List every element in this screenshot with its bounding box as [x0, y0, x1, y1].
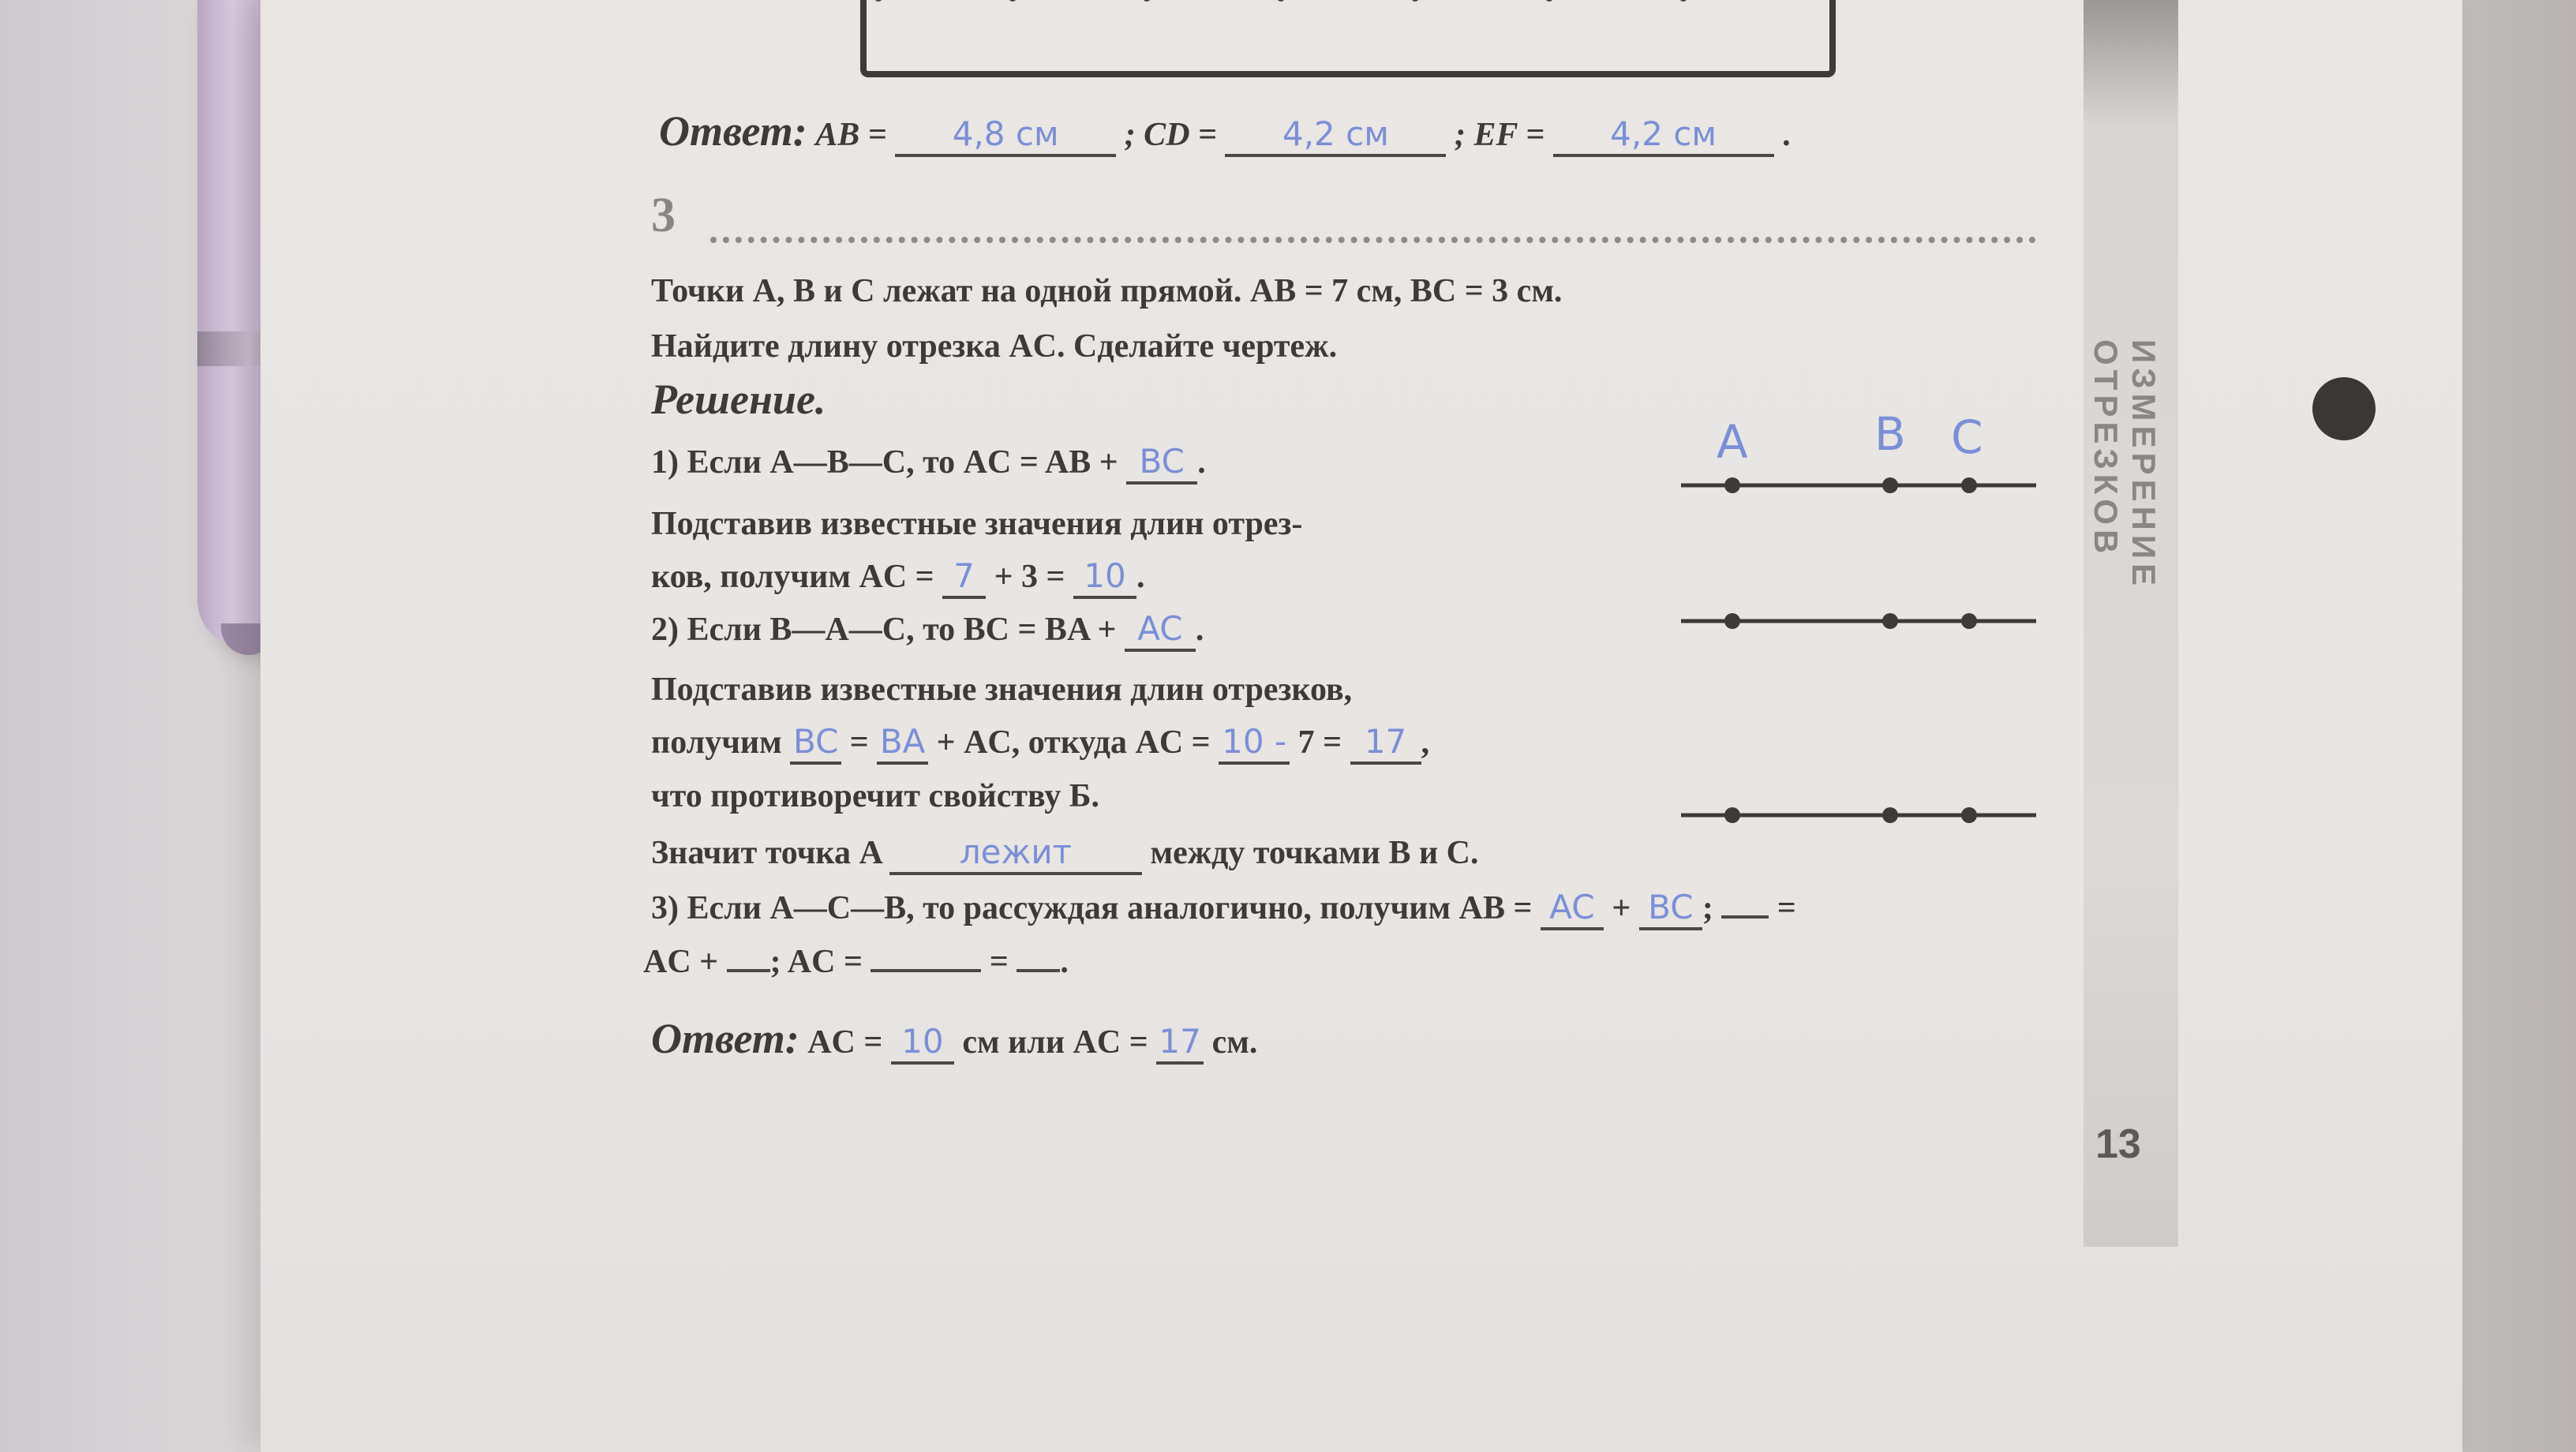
case2-fill: AC	[1137, 609, 1183, 648]
answer-ef-value: 4,2 см	[1610, 114, 1717, 153]
final-answer-line: Ответ: AC = 10 см или AC = 17 см.	[651, 1014, 1257, 1065]
case1-line2: Подставив известные значения длин отрез-	[651, 506, 1303, 542]
label-c: C	[1951, 410, 1983, 464]
solution-label: Решение.	[651, 376, 826, 423]
label-b: B	[1874, 410, 1906, 461]
statement-line-2: Найдите длину отрезка AC. Сделайте чертеж.	[651, 328, 1338, 365]
case2-line4: что противоречит свойству Б.	[651, 778, 1099, 814]
answer-ab-value: 4,8 см	[952, 114, 1059, 153]
segment-line-2	[1681, 613, 2036, 629]
case1-fill-a: 7	[953, 556, 975, 595]
task-number: 3	[651, 189, 676, 242]
page-number: 13	[2095, 1121, 2141, 1167]
case2-line3: получим BC = BA + AC, откуда AC = 10 - 7 = 17 ,	[651, 722, 1429, 765]
task-separator	[710, 237, 2036, 243]
statement-line-1: Точки A, B и C лежат на одной прямой. AB = 7 см, BC = 3 см.	[651, 273, 1563, 309]
label-a: A	[1717, 415, 1748, 469]
chapter-title: ИЗМЕРЕНИЕ ОТРЕЗКОВ	[2087, 339, 2162, 591]
previous-answer-line: Ответ: AB = 4,8 см ; CD = 4,2 см ; EF = 4,2 см .	[659, 107, 1791, 157]
case3-line2: AC + ; AC = = .	[643, 944, 1069, 980]
segment-line-3	[1681, 807, 2036, 823]
case1-fill: BC	[1139, 442, 1185, 481]
segment-diagrams	[1657, 410, 2068, 836]
case1-line3: ков, получим AC = 7 + 3 = 10 .	[651, 556, 1144, 599]
segment-line-1	[1681, 477, 2036, 493]
previous-task-frame	[860, 0, 1836, 77]
binder-hole	[2312, 377, 2376, 440]
case2-line1: 2) Если B—A—C, то BC = BA + AC .	[651, 609, 1204, 652]
case3-line1: 3) Если A—C—B, то рассуждая аналогично, получим AB = AC + BC ; =	[651, 888, 1796, 930]
case1-fill-b: 10	[1084, 556, 1126, 595]
case2-line2: Подставив известные значения длин отрезков,	[651, 672, 1353, 708]
answer-cd-value: 4,2 см	[1282, 114, 1389, 153]
case1-line1: 1) Если A—B—C, то AC = AB + BC .	[651, 442, 1206, 485]
case2-line5: Значит точка A лежит между точками B и C.	[651, 833, 1479, 875]
answer-label: Ответ:	[659, 107, 807, 155]
